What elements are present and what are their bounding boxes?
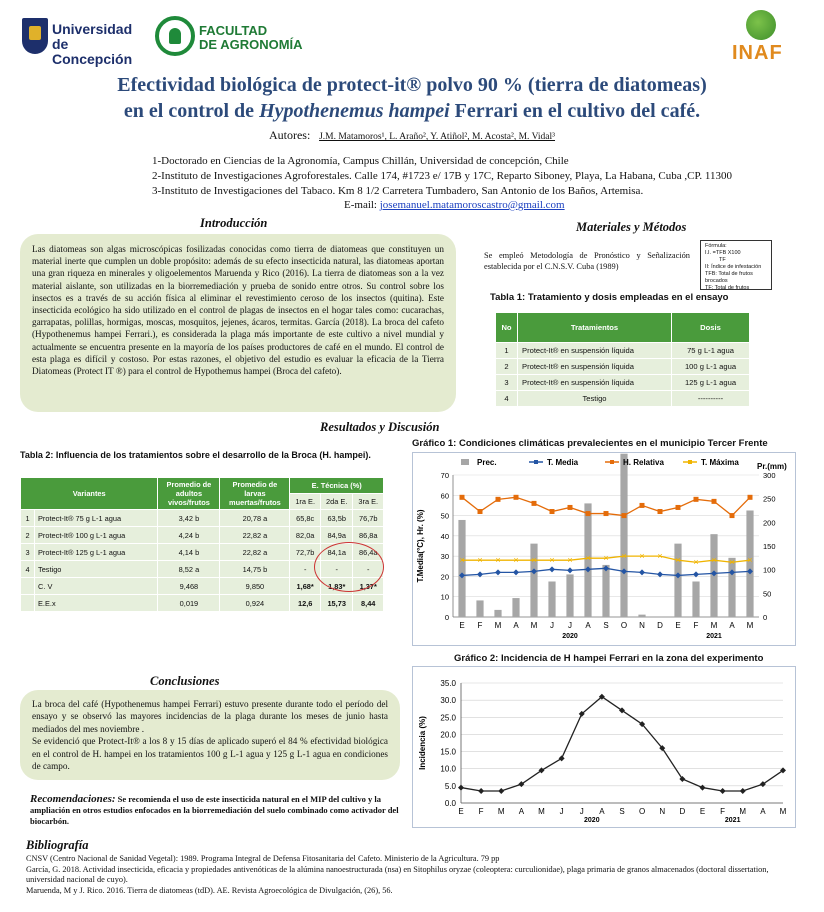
legend-label: H. Relativa (623, 458, 664, 467)
x-tick-label: E (458, 807, 464, 816)
y2-tick-label: 250 (763, 494, 776, 504)
table-cell: 1 (21, 510, 35, 527)
data-point (622, 513, 627, 518)
data-point: × (711, 555, 717, 566)
seal-icon (155, 16, 195, 56)
x-tick-label: D (657, 621, 663, 630)
data-point: × (549, 555, 555, 566)
y-tick-label: 25.0 (440, 713, 456, 723)
table-row (496, 359, 750, 375)
x-tick-label: A (599, 807, 605, 816)
table-cell: ---------- (672, 391, 750, 407)
table2-subheader: 3ra E. (353, 494, 384, 510)
table-cell: 22,82 a (220, 544, 290, 561)
formula-line: II: Índice de infestación (705, 264, 762, 270)
data-point: × (513, 555, 519, 566)
x-tick-label: E (459, 621, 465, 630)
table-cell: 125 g L-1 agua (672, 375, 750, 391)
y2-tick-label: 200 (763, 518, 776, 528)
y-tick-label: 5.0 (444, 781, 456, 791)
data-point: × (747, 555, 753, 566)
data-point (720, 788, 726, 794)
table-cell (21, 578, 35, 595)
x-tick-label: F (478, 807, 484, 816)
formula-line: TF: Total de frutos (705, 285, 750, 291)
data-point (676, 505, 681, 510)
data-point: × (657, 551, 663, 562)
formula-line: I.I. =TFB X100 (705, 250, 741, 256)
x-tick-label: O (620, 621, 628, 630)
table-cell: 82,0a (290, 527, 321, 544)
table-cell: 1,83* (320, 578, 353, 595)
table-cell: 4 (496, 391, 518, 407)
y-tick-label: 60 (440, 491, 449, 501)
precipitation-bar (566, 574, 573, 617)
table1-header: No (496, 313, 518, 343)
y-tick-label: 10.0 (440, 764, 456, 774)
legend-label: Prec. (477, 458, 497, 467)
table2 (20, 477, 384, 612)
table-cell: 15,73 (320, 595, 353, 612)
table-row (496, 391, 750, 407)
recommendations (30, 794, 406, 827)
table-cell: 12,6 (290, 595, 321, 612)
table-cell: - (290, 561, 321, 578)
data-point: × (495, 555, 501, 566)
table-cell: Protect-It® 75 g L-1 agua (35, 510, 158, 527)
precipitation-bar (620, 454, 627, 617)
table-cell: 3 (21, 544, 35, 561)
title-line2-post: Ferrari en el cultivo del café. (449, 100, 701, 122)
data-point: × (585, 553, 591, 564)
x-tick-label: F (720, 807, 726, 816)
year-label: 2021 (724, 817, 741, 824)
x-tick-label: N (639, 621, 645, 630)
x-tick-label: S (619, 807, 625, 816)
data-point (740, 788, 746, 794)
x-tick-label: M (710, 621, 718, 630)
table-cell: Protect-It® en suspensión líquida (518, 375, 672, 391)
fac-logo-line1: FACULTAD (199, 23, 268, 38)
precipitation-bar (602, 565, 609, 617)
email-link[interactable]: josemanuel.matamoroscastro@gmail.com (379, 199, 565, 211)
table2-header: E. Técnica (%) (290, 478, 384, 494)
x-tick-label: M (494, 621, 502, 630)
table-cell: 84,1a (320, 544, 353, 561)
data-point (567, 567, 573, 573)
y-tick-label: 40 (440, 531, 449, 541)
data-point (559, 755, 565, 761)
table-cell: E.E.x (35, 595, 158, 612)
table-cell: 65,8c (290, 510, 321, 527)
precipitation-bar (692, 582, 699, 618)
table-cell: Testigo (35, 561, 158, 578)
x-tick-label: M (779, 807, 787, 816)
table1-header: Tratamientos (518, 313, 672, 343)
year-label: 2020 (584, 817, 600, 824)
methods-heading: Materiales y Métodos (576, 220, 687, 234)
facultad-agronomia-logo (155, 16, 315, 64)
table2-subheader: 1ra E. (290, 494, 321, 510)
data-point (496, 497, 501, 502)
y-tick-label: 20 (440, 572, 449, 582)
legend-marker (688, 460, 692, 464)
y-tick-label: 0.0 (444, 799, 456, 808)
data-point (498, 788, 504, 794)
table-cell: 20,78 a (220, 510, 290, 527)
title-line2-pre: en el control de (123, 100, 260, 122)
table1 (495, 312, 750, 407)
y-tick-label: 0 (444, 613, 449, 622)
table-cell: 100 g L-1 agua (672, 359, 750, 375)
y2-tick-label: 50 (763, 589, 772, 599)
title-line1: Efectividad biológica de protect-it® polvo 90 % (tierra de diatomeas) (117, 74, 707, 96)
data-point (639, 569, 645, 575)
reference-item: Maruenda, M y J. Rico. 2016. Tierra de diatomeas (tdD). AE. Revista Agroecológica de Divulgación, (26), 56. (26, 885, 393, 895)
authors-label: Autores: (268, 128, 311, 142)
conclusion-2: Se evidenció que Protect-It® a los 8 y 15 días de aplicado superó el 84 % efectividad biológica en el control de H. hampei en los tratamientos 100 g L-1 agua y 125 g L-1 agua en condiciones de campo. (32, 736, 388, 772)
table-row (21, 595, 384, 612)
bibliography-heading: Bibliografía (26, 838, 89, 852)
reference-item: CNSV (Centro Nacional de Sanidad Vegetal): 1989. Programa Integral de Defensa Fitosanitaria del Cafeto. Ministerio de la Agricultura. 79 pp (26, 854, 500, 863)
data-point (458, 785, 464, 791)
x-tick-label: M (739, 807, 747, 816)
chart2-title-text: Gráfico 2: Incidencia de H hampei Ferrari en la zona del experimento (454, 653, 764, 664)
y2-tick-label: 100 (763, 565, 776, 575)
legend-swatch (461, 459, 469, 465)
formula-box (700, 240, 772, 290)
universidad-concepcion-logo (22, 14, 133, 67)
x-tick-label: A (518, 807, 525, 816)
chart2-svg (413, 667, 795, 827)
email-line (344, 199, 565, 211)
x-tick-label: N (659, 807, 666, 816)
y-tick-label: 30.0 (440, 696, 456, 706)
table-cell: 8,44 (353, 595, 384, 612)
table-cell: Protect-It® 125 g L-1 agua (35, 544, 158, 561)
table-cell: 86,4a (353, 544, 384, 561)
table-cell: 2 (21, 527, 35, 544)
results-heading: Resultados y Discusión (320, 420, 440, 434)
precipitation-bar (548, 582, 555, 618)
data-point (730, 513, 735, 518)
data-point: × (567, 555, 573, 566)
data-point (550, 509, 555, 514)
precipitation-bar (458, 520, 465, 617)
table-cell: 4 (21, 561, 35, 578)
data-point (568, 505, 573, 510)
highlight-circle (314, 542, 384, 592)
data-point: × (639, 551, 645, 562)
data-point: × (459, 555, 465, 566)
shield-icon (22, 18, 48, 54)
title-line2 (100, 98, 724, 124)
chart2-frame (412, 666, 796, 828)
formula-line: Fórmula: (705, 243, 727, 249)
x-tick-label: M (497, 807, 505, 816)
tree-icon (746, 10, 776, 40)
x-tick-label: O (639, 807, 646, 816)
legend-label: T. Máxima (701, 458, 739, 467)
affiliations (152, 154, 732, 199)
table2-header: Variantes (21, 478, 158, 510)
y-axis-label: Incidencia (%) (418, 716, 427, 770)
table-cell (21, 595, 35, 612)
x-tick-label: A (513, 621, 519, 630)
y-tick-label: 10 (440, 592, 449, 602)
affiliation-1: 1-Doctorado en Ciencias de la Agronomía, Campus Chillán, Universidad de concepción, Chile (152, 155, 569, 167)
data-point: × (477, 555, 483, 566)
precipitation-bar (476, 600, 483, 617)
y-tick-label: 70 (440, 471, 449, 480)
data-point (694, 497, 699, 502)
data-point: × (675, 555, 681, 566)
authors-names: J.M. Matamoros¹, L. Araño², Y. Atiñol², M. Acosta², M. Vidal³ (319, 132, 556, 142)
x-tick-label: F (693, 621, 699, 630)
table-cell: 0,019 (158, 595, 220, 612)
table-row (21, 510, 384, 527)
affiliation-2: 2-Instituto de Investigaciones Agroforestales. Calle 174, #1723 e/ 17B y 17C, Reparto Siboney, Playa, La Habana, Cuba ,CP. 11300 (152, 170, 732, 182)
poster-title (100, 72, 724, 124)
table-cell: 75 g L-1 agua (672, 343, 750, 359)
x-tick-label: J (579, 807, 584, 816)
table-cell: - (353, 561, 384, 578)
recommendations-text: Se recomienda el uso de este insecticida natural en el MIP del cultivo y la ampliación en otros estudios enfocados en la biorremediación del suelo combinado como activador del biocarbón. (30, 794, 399, 826)
x-tick-label: A (729, 621, 735, 630)
intro-heading: Introducción (200, 216, 268, 230)
data-point (586, 511, 591, 516)
chart1-svg (413, 453, 795, 645)
y2-tick-label: 0 (763, 613, 768, 622)
data-point (748, 495, 753, 500)
table-cell: 22,82 a (220, 527, 290, 544)
table-cell: 9,850 (220, 578, 290, 595)
table-cell: 76,7b (353, 510, 384, 527)
x-tick-label: M (746, 621, 754, 630)
table2-title: Tabla 2: Influencia de los tratamientos sobre el desarrollo de la Broca (H. hampei). (20, 450, 371, 460)
email-label: E-mail: (344, 199, 377, 211)
table-cell: 8,52 a (158, 561, 220, 578)
data-point (513, 569, 519, 575)
data-point: × (729, 557, 735, 568)
data-point: × (693, 557, 699, 568)
legend-marker (610, 460, 614, 464)
data-point (532, 501, 537, 506)
y-tick-label: 30 (440, 552, 449, 562)
precipitation-bar (494, 610, 501, 617)
y-axis-label: T.Media(°C), Hr. (%) (416, 509, 425, 583)
formula-line: TF (719, 257, 726, 263)
conclusions-box (20, 690, 400, 780)
data-point (604, 511, 609, 516)
data-point: × (531, 555, 537, 566)
formula-line: TFB: Total de frutos brocados (705, 271, 753, 284)
data-point (478, 788, 484, 794)
table-cell: - (320, 561, 353, 578)
x-tick-label: S (603, 621, 609, 630)
reference-item: García, G. 2018. Actividad insecticida, eficacia y propiedades antivenóticas de la alúmina nanoestructurada (nsa) en Sitophilus oryzae (coleoptera: curculionidae), plaga primaria de granos almacenados (doctoral dissertation, universidad nacional de cuyo). (26, 864, 769, 885)
y2-tick-label: 300 (763, 471, 776, 480)
chart1-title: Gráfico 1: Condiciones climáticas prevalecientes en el municipio Tercer Frente (412, 438, 768, 449)
fac-logo-line2: DE AGRONOMÍA (199, 37, 303, 52)
data-point (640, 503, 645, 508)
data-point (478, 509, 483, 514)
data-point (658, 509, 663, 514)
table1-title: Tabla 1: Tratamiento y dosis empleadas en el ensayo (490, 292, 729, 303)
table2-header: Promedio de larvas muertas/frutos (220, 478, 290, 510)
table-cell: 72,7b (290, 544, 321, 561)
x-tick-label: E (699, 807, 706, 816)
table-cell: 3,42 b (158, 510, 220, 527)
y-tick-label: 35.0 (440, 679, 456, 688)
authors (0, 128, 824, 143)
table-cell: C. V (35, 578, 158, 595)
table-cell: 3 (496, 375, 518, 391)
title-species: Hypothenemus hampei (259, 100, 450, 122)
x-tick-label: M (538, 807, 545, 816)
affiliation-3: 3-Instituto de Investigaciones del Tabaco. Km 8 1/2 Carretera Tumbadero, San Antonio de los Baños, Artemisa. (152, 185, 644, 197)
recommendations-heading: Recomendaciones: (30, 793, 116, 805)
conclusion-1: La broca del café (Hypothenemus hampei Ferrari) estuvo presente durante todo el período del ensayo y se observó las mayores incidencias de la plaga durante los meses de junio hasta mediados del mes noviembre . (32, 699, 388, 734)
x-tick-label: E (675, 621, 681, 630)
table-cell: 1,37* (353, 578, 384, 595)
table1-header: Dosis (672, 313, 750, 343)
data-point: × (621, 551, 627, 562)
intro-text: Las diatomeas son algas microscópicas fosilizadas conocidas como tierra de diatomeas que constituyen un material inerte que cumplen un doble propósito: además de su efecto insecticida natural, las diatomeas aportan una gran riqueza en minerales y oligoelementos Maruenda y Rico (2016). La tierra de diatomeas son a la vez material aislante, son utilizadas en la biorremediación y prueba de sonido entre otros. Su control sobre los insectos es a través de su acción física al eliminar el revestimiento ceroso de los insectos (quitina). Este insecticida ecológico ha sido utilizado en el control de plagas de insectos en el hogar tales como: cucarachas, garrapatas, polillas, hormigas, moscas, mosquitos, jejenes, ácaros, termitas. García (2018). La broca del cafeto (Hypothenemus hampei Ferrari.), es considerada la plaga más importante de este cultivo a nivel mundial y actualmente se encuentra presente en la mayoría de los países productores de café en el mundo. El control de esta plaga es difícil y costoso. Por estas razones, el objetivo del estudio es evaluar la eficacia de la Tierra Diatomeas (Protect IT ®) para el control de Hypothemus hampei (Broca del cafeto). (20, 234, 456, 412)
table-cell: 0,924 (220, 595, 290, 612)
table-row (496, 343, 750, 359)
y2-axis-label: Pr.(mm) (757, 462, 787, 471)
x-tick-label: J (568, 621, 572, 630)
data-point (549, 566, 555, 572)
precipitation-bar (638, 615, 645, 617)
bibliography-list (26, 854, 808, 896)
x-tick-label: A (585, 621, 591, 630)
table-cell: 9,468 (158, 578, 220, 595)
year-label: 2021 (706, 633, 722, 640)
table-cell: 1 (496, 343, 518, 359)
inaf-logo (732, 10, 792, 68)
table-cell: 14,75 b (220, 561, 290, 578)
y-tick-label: 15.0 (440, 747, 456, 757)
data-point (700, 785, 706, 791)
y-tick-label: 50 (440, 511, 449, 521)
data-point (514, 495, 519, 500)
x-tick-label: F (477, 621, 483, 630)
table-cell: Testigo (518, 391, 672, 407)
legend-label: T. Media (547, 458, 579, 467)
table-cell: 4,24 b (158, 527, 220, 544)
year-label: 2020 (562, 633, 578, 640)
table-cell: 86,8a (353, 527, 384, 544)
precipitation-bar (512, 598, 519, 617)
data-point (460, 495, 465, 500)
x-tick-label: J (559, 807, 564, 816)
table-cell: 2 (496, 359, 518, 375)
table-cell: Protect-It® en suspensión líquida (518, 359, 672, 375)
data-point: × (603, 553, 609, 564)
x-tick-label: J (550, 621, 554, 630)
table-cell: 4,14 b (158, 544, 220, 561)
udec-logo-text: Universidad de Concepción (52, 21, 133, 67)
y2-tick-label: 150 (763, 542, 776, 551)
table-row (21, 527, 384, 544)
data-point (712, 499, 717, 504)
x-tick-label: D (679, 807, 686, 816)
table-row (496, 375, 750, 391)
table-cell: Protect-It® 100 g L-1 agua (35, 527, 158, 544)
data-point (495, 569, 501, 575)
table-cell: 84,9a (320, 527, 353, 544)
legend-marker (534, 460, 538, 464)
x-tick-label: A (760, 807, 766, 816)
x-tick-label: M (530, 621, 538, 630)
table-cell: 63,5b (320, 510, 353, 527)
inaf-logo-text: INAF (732, 42, 783, 64)
chart1-frame (412, 452, 796, 646)
chart2-title (454, 653, 763, 664)
table2-header: Promedio de adultos vivos/frutos (158, 478, 220, 510)
methods-text: Se empleó Metodología de Pronóstico y Señalización establecida por el C.N.S.V. Cuba (1989) (484, 251, 690, 271)
conclusions-heading: Conclusiones (150, 674, 220, 688)
table2-subheader: 2da E. (320, 494, 353, 510)
table-cell: 1,68* (290, 578, 321, 595)
y-tick-label: 20.0 (440, 730, 456, 740)
table-cell: Protect-It® en suspensión líquida (518, 343, 672, 359)
